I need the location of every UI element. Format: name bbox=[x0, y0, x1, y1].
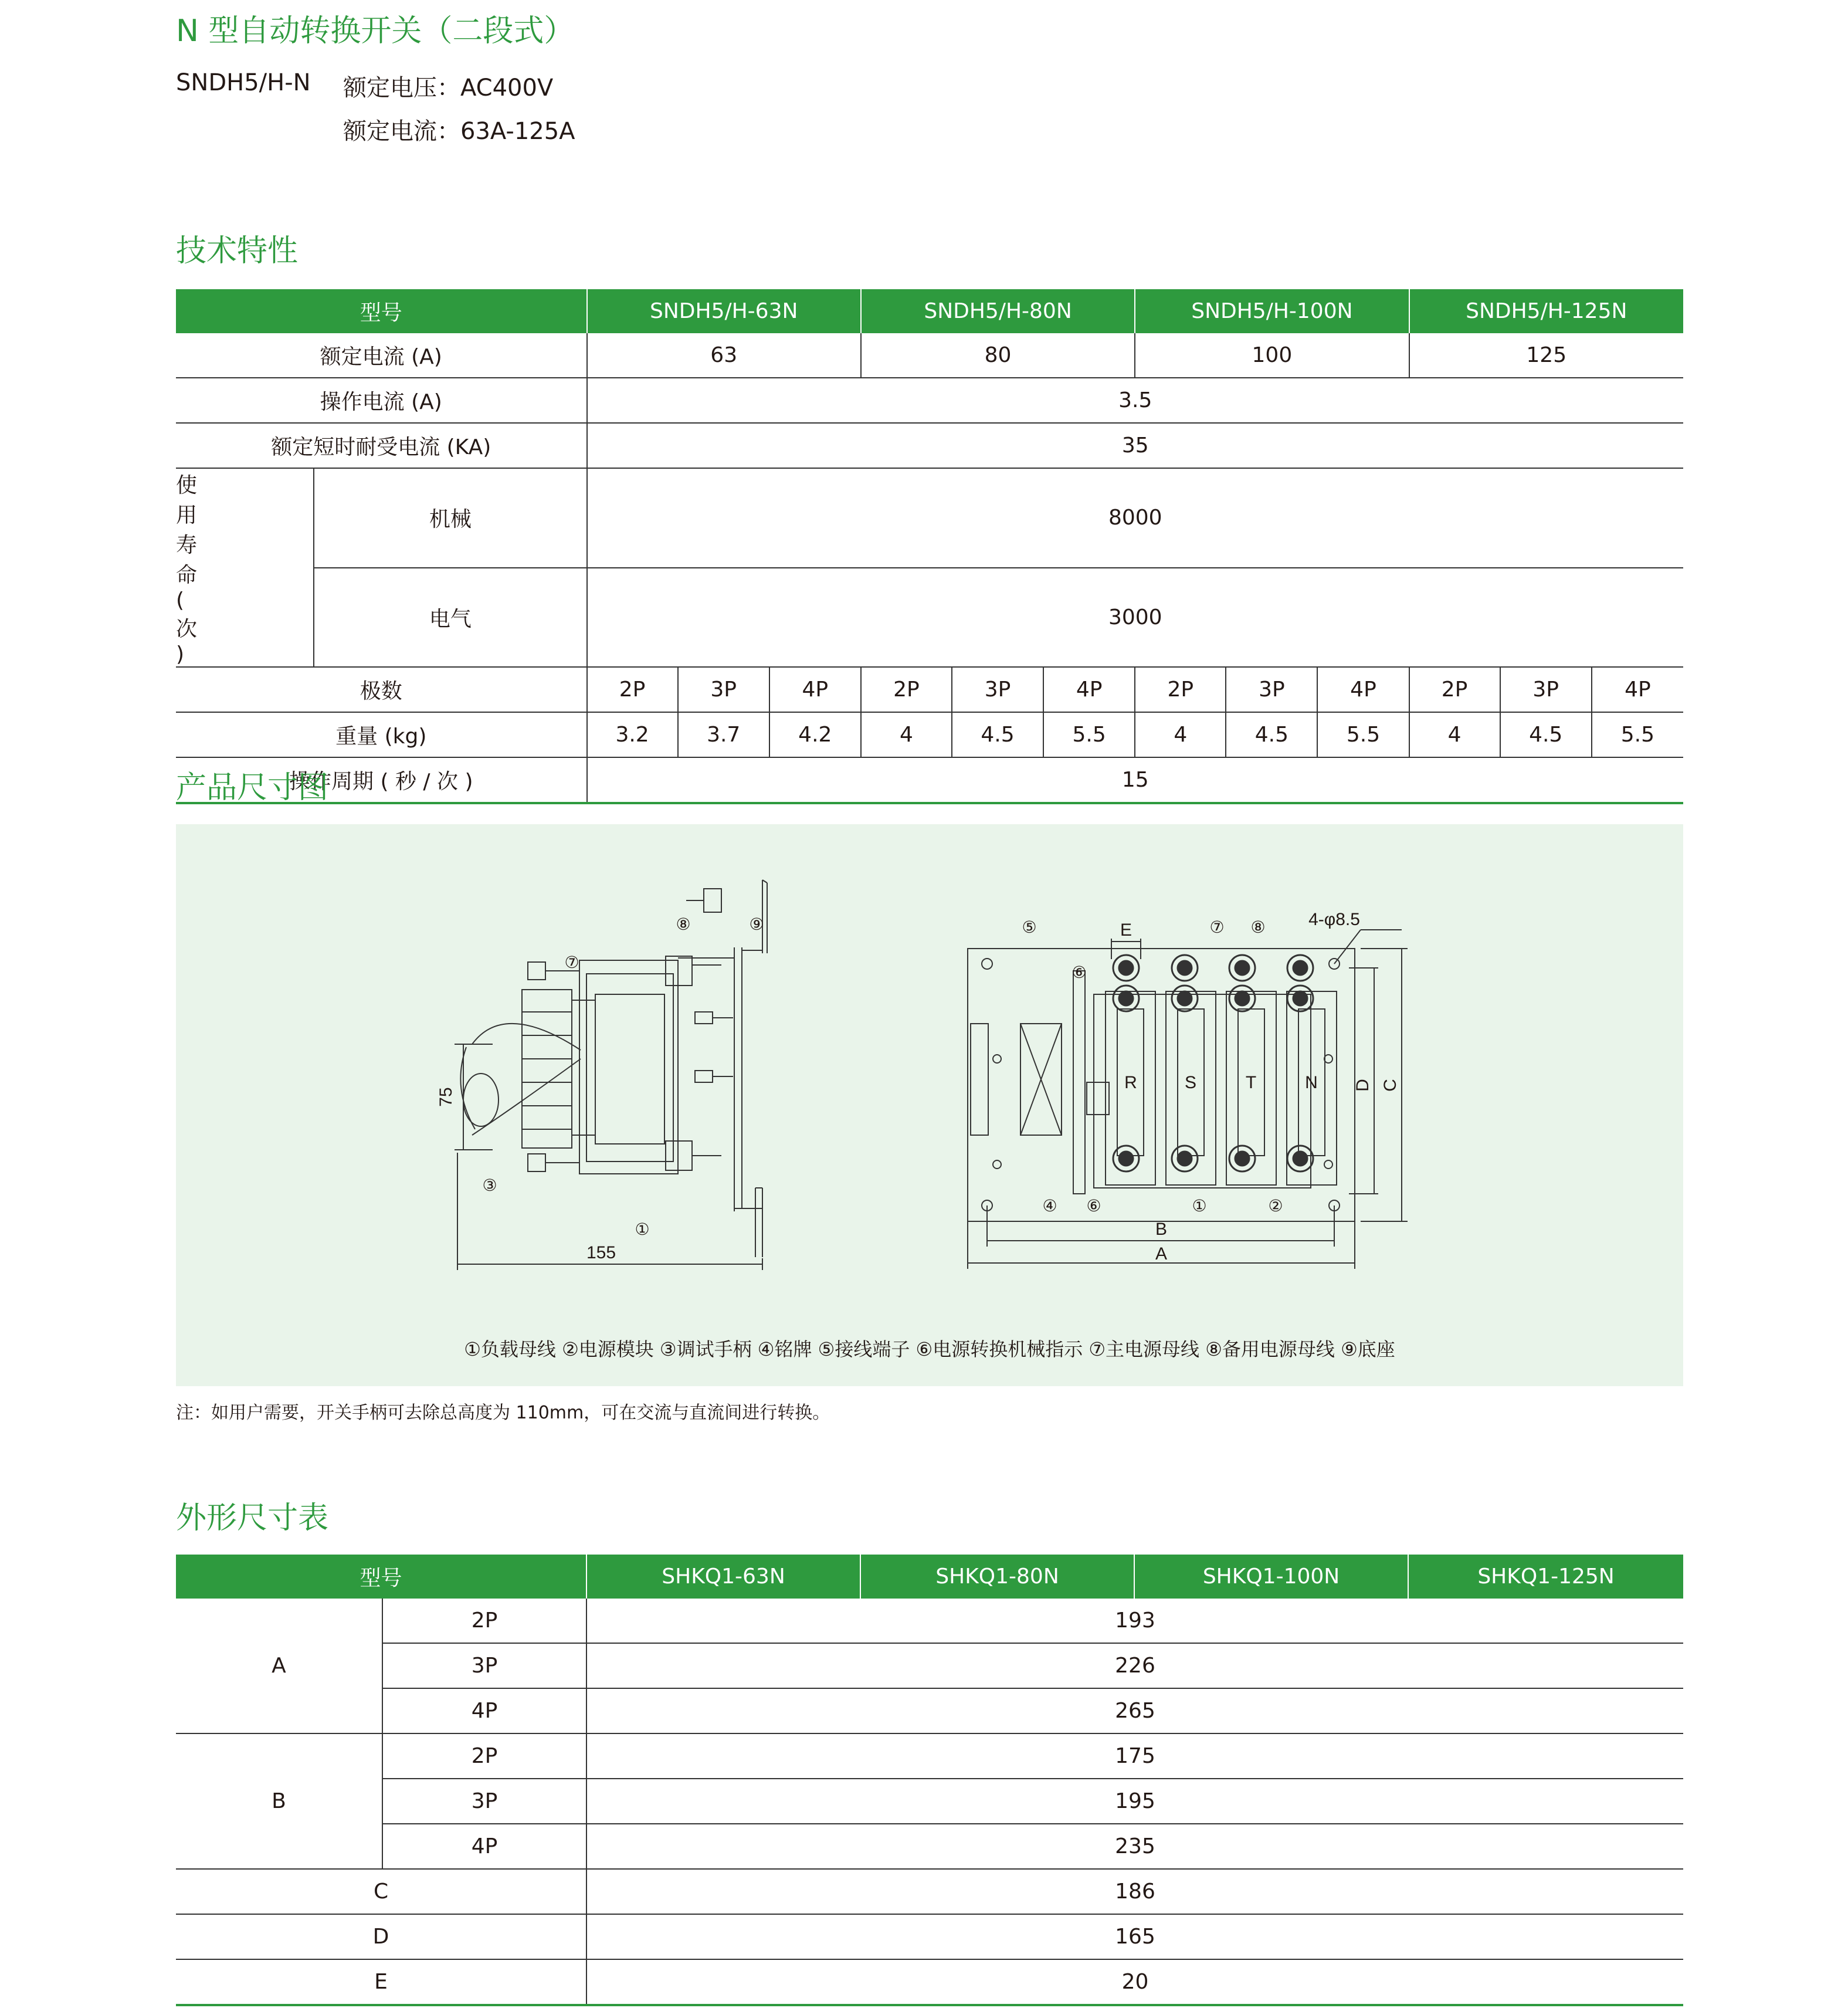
table-cell: 2P bbox=[861, 667, 952, 712]
table-cell: 4P bbox=[1043, 667, 1135, 712]
drawing-note: 注：如用户需要，开关手柄可去除总高度为 110mm，可在交流与直流间进行转换。 bbox=[176, 1403, 830, 1423]
table-row bbox=[176, 378, 1683, 423]
table-cell: 4.5 bbox=[1226, 712, 1317, 757]
callout-label: ⑨ bbox=[749, 915, 764, 933]
table-row bbox=[176, 468, 1683, 568]
table-row bbox=[176, 1959, 1683, 2005]
header-cell: SHKQ1-63N bbox=[586, 1555, 860, 1599]
callout-label: ① bbox=[1192, 1197, 1207, 1215]
row-label: E bbox=[176, 1959, 586, 2005]
table-cell: 193 bbox=[586, 1599, 1683, 1643]
table-cell: 2P bbox=[1135, 667, 1226, 712]
table-cell: 3000 bbox=[587, 568, 1683, 668]
table-cell: 4 bbox=[861, 712, 952, 757]
front-view bbox=[968, 930, 1408, 1269]
dimension-drawing bbox=[176, 824, 1683, 1386]
table-cell: 3.2 bbox=[587, 712, 678, 757]
callout-label: ④ bbox=[1042, 1197, 1057, 1215]
table-cell: 5.5 bbox=[1317, 712, 1409, 757]
table-cell: 5.5 bbox=[1043, 712, 1135, 757]
table-cell: 165 bbox=[586, 1914, 1683, 1959]
pole-label: 4P bbox=[382, 1688, 586, 1733]
table-row bbox=[176, 333, 1683, 378]
row-label: B bbox=[176, 1733, 382, 1869]
table-cell: 35 bbox=[587, 423, 1683, 468]
table-cell: 2P bbox=[1409, 667, 1500, 712]
table-row bbox=[176, 568, 1683, 668]
row-label: 额定短时耐受电流 (KA) bbox=[176, 423, 587, 468]
table-row bbox=[176, 1869, 1683, 1914]
row-label: D bbox=[176, 1914, 586, 1959]
table-cell: 4.2 bbox=[769, 712, 861, 757]
pole-label: 2P bbox=[382, 1733, 586, 1779]
mounting-holes bbox=[982, 959, 1340, 1211]
table-row bbox=[176, 757, 1683, 803]
table-row bbox=[176, 1643, 1683, 1688]
callout-label: ⑦ bbox=[564, 953, 579, 971]
table-cell: 125 bbox=[1409, 333, 1683, 378]
table-row bbox=[176, 1599, 1683, 1643]
section-title-tech: 技术特性 bbox=[176, 233, 299, 269]
rated-voltage: 额定电压：AC400V bbox=[343, 75, 554, 101]
table-cell: 4P bbox=[1317, 667, 1409, 712]
table-cell: 226 bbox=[586, 1643, 1683, 1688]
header-cell: SHKQ1-125N bbox=[1408, 1555, 1683, 1599]
callout-label: ① bbox=[635, 1220, 650, 1238]
table-cell: 3.7 bbox=[678, 712, 769, 757]
pole-label: 3P bbox=[382, 1779, 586, 1824]
table-cell: 15 bbox=[587, 757, 1683, 803]
sub-label: 电气 bbox=[314, 568, 586, 668]
table-row bbox=[176, 1824, 1683, 1869]
dim-b-label: B bbox=[1155, 1220, 1168, 1239]
header-cell: SHKQ1-80N bbox=[860, 1555, 1134, 1599]
table-cell: 3P bbox=[678, 667, 769, 712]
table-row bbox=[176, 423, 1683, 468]
header-cell: SNDH5/H-125N bbox=[1409, 289, 1683, 333]
table-row bbox=[176, 1779, 1683, 1824]
callout-label: ⑦ bbox=[1209, 918, 1225, 936]
rated-current: 额定电流：63A-125A bbox=[343, 118, 575, 145]
table-cell: 4 bbox=[1409, 712, 1500, 757]
section-title-outline: 外形尺寸表 bbox=[176, 1501, 329, 1536]
header-cell: SNDH5/H-80N bbox=[861, 289, 1135, 333]
header-cell: SNDH5/H-63N bbox=[587, 289, 861, 333]
header-cell: 型号 bbox=[176, 289, 587, 333]
table-cell: 186 bbox=[586, 1869, 1683, 1914]
callout-label: ⑥ bbox=[1071, 963, 1087, 981]
table-cell: 5.5 bbox=[1592, 712, 1683, 757]
table-cell: 3P bbox=[952, 667, 1043, 712]
row-label: A bbox=[176, 1599, 382, 1733]
side-view bbox=[455, 880, 767, 1270]
table-cell: 175 bbox=[586, 1733, 1683, 1779]
phase-label: N bbox=[1305, 1073, 1318, 1092]
drawing-legend: ①负载母线 ②电源模块 ③调试手柄 ④铭牌 ⑤接线端子 ⑥电源转换机械指示 ⑦主电源母线 ⑧备用电源母线 ⑨底座 bbox=[464, 1338, 1395, 1360]
dim-a-label: A bbox=[1155, 1244, 1168, 1264]
table-header-row bbox=[176, 289, 1683, 333]
page-title: N 型自动转换开关（二段式） bbox=[176, 13, 575, 49]
sub-label: 机械 bbox=[314, 468, 586, 568]
row-label: C bbox=[176, 1869, 586, 1914]
table-cell: 4P bbox=[769, 667, 861, 712]
table-cell: 3P bbox=[1500, 667, 1592, 712]
section-title-dimensions: 产品尺寸图 bbox=[176, 770, 329, 805]
table-cell: 4 bbox=[1135, 712, 1226, 757]
row-label: 操作电流 (A) bbox=[176, 378, 587, 423]
table-header-row bbox=[176, 1555, 1683, 1599]
row-label: 操作周期 ( 秒 / 次 ) bbox=[176, 757, 587, 803]
table-row bbox=[176, 712, 1683, 757]
drawing-svg bbox=[176, 824, 1683, 1323]
tech-table bbox=[176, 289, 1683, 804]
row-label: 额定电流 (A) bbox=[176, 333, 587, 378]
table-row bbox=[176, 1688, 1683, 1733]
header-cell: SHKQ1-100N bbox=[1134, 1555, 1408, 1599]
table-cell: 235 bbox=[586, 1824, 1683, 1869]
dim-155-label: 155 bbox=[586, 1243, 616, 1262]
table-cell: 3.5 bbox=[587, 378, 1683, 423]
table-cell: 80 bbox=[861, 333, 1135, 378]
header-cell: 型号 bbox=[176, 1555, 586, 1599]
table-cell: 4.5 bbox=[1500, 712, 1592, 757]
table-row bbox=[176, 1914, 1683, 1959]
table-cell: 20 bbox=[586, 1959, 1683, 2005]
pole-label: 4P bbox=[382, 1824, 586, 1869]
table-cell: 195 bbox=[586, 1779, 1683, 1824]
callout-label: ⑧ bbox=[676, 915, 691, 933]
table-cell: 265 bbox=[586, 1688, 1683, 1733]
callout-label: ③ bbox=[482, 1176, 497, 1194]
callout-label: ⑥ bbox=[1086, 1197, 1101, 1215]
table-row bbox=[176, 667, 1683, 712]
table-cell: 8000 bbox=[587, 468, 1683, 568]
phase-label: T bbox=[1245, 1073, 1257, 1092]
callout-label: ② bbox=[1268, 1197, 1283, 1215]
dim-e-label: E bbox=[1120, 920, 1132, 940]
table-row bbox=[176, 1733, 1683, 1779]
dim-c-label: C bbox=[1381, 1079, 1400, 1092]
row-label: 重量 (kg) bbox=[176, 712, 587, 757]
row-label: 极数 bbox=[176, 667, 587, 712]
phase-label: S bbox=[1184, 1073, 1197, 1092]
table-cell: 4P bbox=[1592, 667, 1683, 712]
header-cell: SNDH5/H-100N bbox=[1135, 289, 1409, 333]
table-cell: 2P bbox=[587, 667, 678, 712]
table-cell: 63 bbox=[587, 333, 861, 378]
model-name: SNDH5/H-N bbox=[176, 69, 311, 96]
hole-label: 4-φ8.5 bbox=[1308, 910, 1360, 929]
row-label: 使用寿命 ( 次 ) bbox=[176, 468, 314, 667]
callout-label: ⑤ bbox=[1022, 918, 1037, 936]
dim-d-label: D bbox=[1353, 1079, 1372, 1092]
phase-label: R bbox=[1124, 1073, 1137, 1092]
table-cell: 100 bbox=[1135, 333, 1409, 378]
pole-label: 2P bbox=[382, 1599, 586, 1643]
callout-label: ⑧ bbox=[1250, 918, 1266, 936]
dim-75-label: 75 bbox=[436, 1087, 456, 1107]
table-cell: 4.5 bbox=[952, 712, 1043, 757]
outline-table bbox=[176, 1555, 1683, 2006]
pole-label: 3P bbox=[382, 1643, 586, 1688]
table-cell: 3P bbox=[1226, 667, 1317, 712]
